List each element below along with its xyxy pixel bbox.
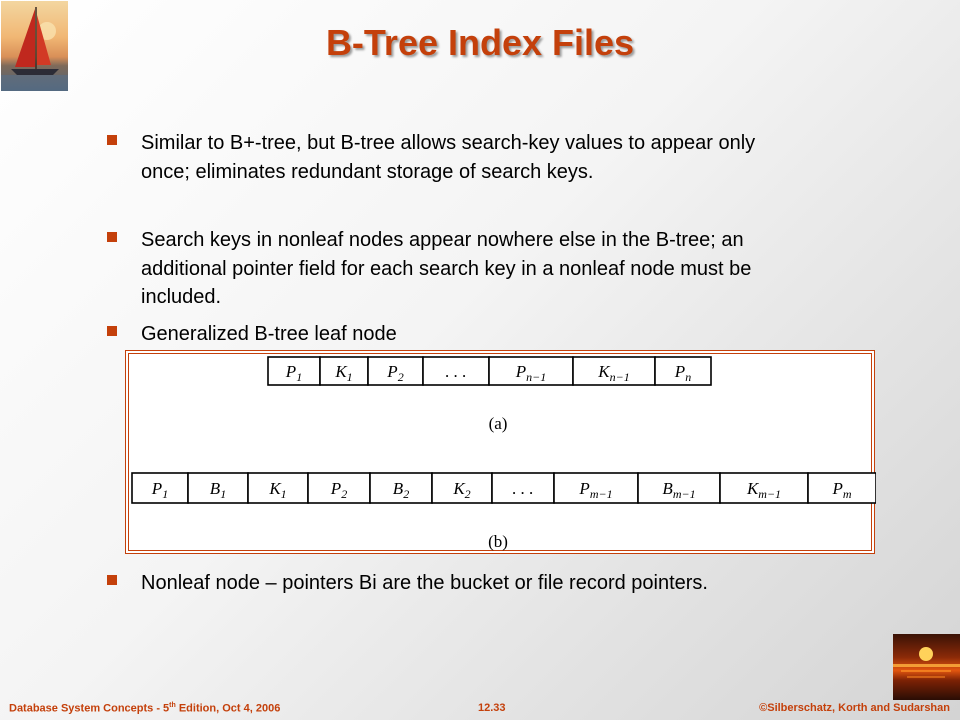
node-cell-subscript: 1 [346, 370, 353, 384]
node-cell-label: $B_{m-1}$ [662, 479, 696, 501]
node-cell-subscript: n [685, 370, 692, 384]
figure-diagram [126, 351, 876, 555]
bullet-text: Search keys in nonleaf nodes appear nowhere else in the B-tree; an additional pointer field for each search key in a nonleaf node must be included. [141, 229, 752, 308]
sunset-logo [893, 634, 960, 700]
footer-book-title: Database System Concepts - 5 [9, 702, 170, 715]
node-cell-label: $K_1$ [335, 362, 353, 384]
bullet-text: Generalized B-tree leaf node [141, 323, 397, 345]
node-cell-label: $P_2$ [330, 479, 348, 501]
slide-number: 12.33 [478, 702, 506, 714]
node-cell-subscript: 2 [403, 487, 410, 501]
node-cell-label: $P_m$ [832, 479, 852, 501]
footer-edition-date: Edition, Oct 4, 2006 [175, 702, 281, 715]
bullet-square-icon [107, 575, 117, 585]
node-cell-label: $K_1$ [269, 479, 287, 501]
node-cell-label: $P_{n-1}$ [515, 362, 547, 384]
node-cell-subscript: m [842, 487, 852, 501]
bullet-text: Similar to B+-tree, but B-tree allows search-key values to appear only once; eliminates redundant storage of search keys. [141, 132, 756, 183]
node-cell-subscript: m−1 [672, 487, 696, 501]
node-cell-subscript: n−1 [609, 370, 630, 384]
node-cell-label: $P_1$ [151, 479, 169, 501]
node-cell-label: . . . [512, 479, 534, 498]
btree-node-figure [125, 350, 875, 554]
bullet-square-icon [107, 326, 117, 336]
footer-edition-sup: th [169, 702, 176, 709]
node-cell-label: $K_{n-1}$ [598, 362, 630, 384]
leaf-node-row-b [132, 473, 876, 503]
node-cell-label: $K_2$ [453, 479, 471, 501]
node-cell-subscript: 2 [397, 370, 404, 384]
node-cell-subscript: m−1 [589, 487, 613, 501]
nonleaf-node-row-a [268, 357, 711, 385]
node-cell-label: . . . [445, 362, 467, 381]
node-cell-label: $P_n$ [674, 362, 692, 384]
bullet-text: Nonleaf node – pointers Bi are the bucket or file record pointers. [141, 572, 708, 594]
footer-book-info [9, 702, 280, 715]
figure-caption-a: (a) [488, 414, 508, 433]
node-cell-subscript: 1 [280, 487, 287, 501]
figure-caption-b: (b) [488, 532, 508, 551]
node-cell-label: $P_1$ [285, 362, 303, 384]
node-cell-subscript: 2 [464, 487, 471, 501]
node-cell-label: $K_{m-1}$ [746, 479, 782, 501]
node-cell-label: $B_1$ [209, 479, 227, 501]
footer-copyright: ©Silberschatz, Korth and Sudarshan [759, 702, 950, 714]
bullet-square-icon [107, 135, 117, 145]
bullet-square-icon [107, 232, 117, 242]
node-cell-subscript: m−1 [758, 487, 782, 501]
node-cell-subscript: 1 [296, 370, 303, 384]
slide-title: B-Tree Index Files [325, 22, 635, 63]
node-cell-label: $P_2$ [387, 362, 404, 384]
node-cell-subscript: 1 [162, 487, 169, 501]
node-cell-subscript: 1 [220, 487, 227, 501]
node-cell-subscript: 2 [341, 487, 348, 501]
slide-footer [0, 700, 960, 720]
node-cell-subscript: n−1 [526, 370, 547, 384]
node-cell-label: $B_2$ [392, 479, 410, 501]
node-cell-label: $P_{m-1}$ [579, 479, 613, 501]
